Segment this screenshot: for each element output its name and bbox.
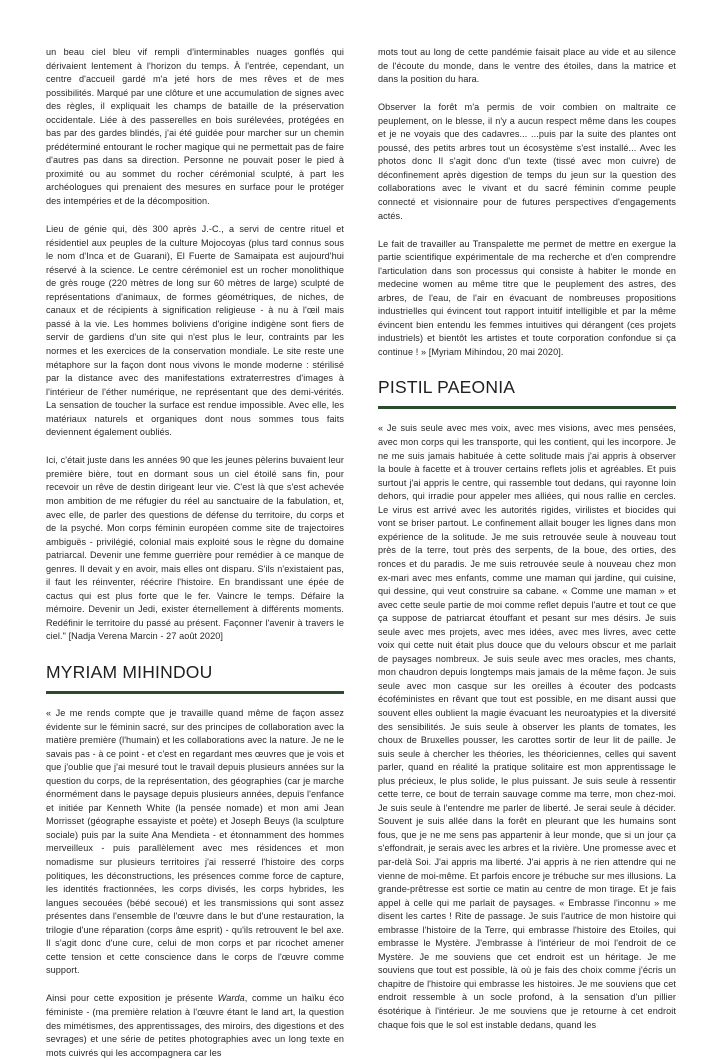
body-paragraph: Lieu de génie qui, dès 300 après J.-C., a servi de centre rituel et résidentiel aux peuples de la culture Mojocoyas (plus tard connus sous le nom d'Inca et de Guarani), El Fuerte de Samaipata est aujourd'hui réservé à la science. Le centre cérémoniel est un rocher monolithique de grès rouge (220 mètres de long sur 60 mètres de large) sculpté de représentations d'animaux, de formes géométriques, de niches, de canaux et de récipients à signification religieuse - à nu à l'œil mais passé à la vie. Les hommes boliviens d'origine indigène sont fiers de servir de gardiens d'un site qui n'est plus le leur, contraints par les normes et les exercices de la conservation mondiale. Le site reste une métaphore sur la façon dont nous vivons le monde moderne : stérilisé par la distance avec des manifestations extraterrestres d'images à l'intérieur de l'éther numérique, ne représentant que des demi-vérités. La sensation de toucher la surface est rendue impossible. Avec elle, les matériaux naturels et organiques dont nous sommes tous faits deviennent également oubliés. bbox=[46, 224, 344, 438]
artwork-title-italic: Warda bbox=[217, 993, 245, 1004]
section-heading-pistil-paeonia: PISTIL PAEONIA bbox=[378, 377, 516, 398]
body-paragraph: Le fait de travailler au Transpalette me permet de mettre en exergue la partie scientifique expérimentale de ma recherche et d'en comprendre l'articulation dans son processus qui consiste à habiter le monde en medecine women au même titre que le peuplement des astres, des arbres, de l'eau, de l'air en évacuant de nombreuses propositions industrielles qui évincent tout rapport intuitif intelligible et par la même évincent bien entendu les femmes intuitives qui dérangent (ces projets industriels) et bientôt les artistes et toute corporation confondue si ça continue ! » [Myriam Mihindou, 20 mai 2020]. bbox=[378, 238, 676, 357]
body-paragraph: mots tout au long de cette pandémie faisait place au vide et au silence de l'écoute du monde, dans le ventre des étoiles, dans la matrice et dans la position du hara. bbox=[378, 47, 676, 85]
section-divider-rule bbox=[378, 406, 676, 409]
paragraph-text-before-italic: Ainsi pour cette exposition je présente bbox=[46, 993, 218, 1004]
body-paragraph: un beau ciel bleu vif rempli d'interminables nuages gonflés qui dérivaient lentement à l'horizon du temps. À l'entrée, cependant, un centre d'accueil gardé m'a jeté hors de mes rêves et de mes possibilités. Marqué par une clôture et une accumulation de signes avec des règles, il expliquait les champs de bataille de la préservation occidentale. Liée à des passerelles en bois surélevées, protégées en bas par des gardes blindés, j'ai été guidée pour marcher sur un chemin prédéterminé entourant le rocher magique qui ne permettait pas de faire d'autres pas dans sa direction. Personne ne pouvait poser le pied à proximité ou au sommet du rocher cérémonial sculpté, à part les archéologues qui prenaient des mesures en surface pour le protéger des intempéries et de la décomposition. bbox=[46, 47, 344, 207]
paragraph-text-after-italic: , comme un haïku éco féministe - (ma première relation à l'œuvre étant le land art, la question des mimétismes, des apprentissages, des miroirs, des digestions et des sevrages) et une série de petites photographies avec un long texte en mots cuivrés qui les accompagnera car les bbox=[46, 993, 344, 1058]
section-heading-myriam-mihindou: MYRIAM MIHINDOU bbox=[46, 661, 213, 682]
left-column bbox=[46, 46, 344, 1060]
body-paragraph: « Je me rends compte que je travaille quand même de façon assez évidente sur le féminin sacré, sur des principes de collaboration avec la matière première (l'humain) et les collaborations avec la nature. Je ne le savais pas - à ce point - et c'est en regardant mes œuvres que je vois et que j'oublie que j'ai mesuré tout le travail depuis plusieurs années sur la question du corps, de la représentation, des géographies (car je marche énormément dans le paysage depuis plusieurs années, depuis l'enfance et initiée par Kenneth White (la pensée nomade) et mon ami Jean Morrisset (géographe essayiste et poète) et Joseph Beuys (la sculpture sociale) puis par la suite Ana Mendieta - et étonnamment des hommes merveilleux - puis parallèlement avec mes résidences et mon nomadisme sur plusieurs territoires j'ai resserré l'histoire des corps politiques, les déconstructions, les présences comme force de capture, les identités fractionnées, les corps divisés, les corps hybrides, les langues secouées (bébé secoué) et les transmissions qui sont assez présentes dans l'ensemble de l'œuvre dans le but d'une restauration, la trilogie d'une réparation (corps âme esprit) - qu'ils retrouvent le bel axe. Il s'agit donc d'une cure, celui de mon corps et par ricochet amener cette tension et cette conscience dans le corps de l'œuvre comme support. bbox=[46, 707, 344, 976]
body-paragraph: Observer la forêt m'a permis de voir combien on maltraite ce peuplement, on le blesse, il n'y a aucun respect même dans les coupes et je ne voyais que des cadavres... ...puis par la suite des plantes ont poussé, des petits arbres tout un écosystème s'est installé... Avec les photos donc Il s'agit donc d'un texte (tissé avec mon cuivre) de déconfinement après digestion de temps du jeun sur la question des collaborations avec le vivant et du sacré féminin comme peuple connecté et visionnaire pour de futures perspectives d'engagements actés. bbox=[378, 102, 676, 221]
body-paragraph: Ici, c'était juste dans les années 90 que les jeunes pèlerins buvaient leur première bière, tout en dormant sous un ciel étoilé sans fin, pour recevoir un rêve de destin dirigeant leur vie. C'est là que s'est achevée mon ambition de me réfugier du réel au sanctuaire de la fabulation, et, avec elle, de parler des questions de défense du territoire, du corps et de la psyché. Mon corps féminin européen comme site de trajectoires ambiguës - privilégié, colonial mais exploité sous le règne du domaine patriarcal. Devenir une femme guerrière pour remédier à ce manque de genres. Il devait y en avoir, mais elles ont disparu. S'ils n'existaient pas, il faut les réinventer, réécrire l'histoire. En brandissant une épée de cactus qui est plus forte que le fer. Vaincre le temps. Défaire la mémoire. Devenir un Jedi, exister éternellement à différents moments. Redéfinir le territoire du passé au présent. Façonner l'avenir à travers le ciel." [Nadja Verena Marcin - 27 août 2020] bbox=[46, 455, 344, 642]
two-column-layout bbox=[46, 46, 684, 1060]
section-divider-rule bbox=[46, 691, 344, 694]
right-column bbox=[378, 46, 676, 1032]
body-paragraph-with-italic bbox=[46, 992, 344, 1060]
body-paragraph: « Je suis seule avec mes voix, avec mes visions, avec mes pensées, avec mon corps qui les transporte, qui les contient, qui les incorpore. Je ne me suis jamais habituée à cette solitude mais j'ai appris à observer la boule à facette et à trouver certains reflets jolis et agréables. Et puis surtout j'ai appris le centre, qui rassemble tout dedans, qui rayonne loin dehors, qui irradie pour appeler mes alliées, qui nous rallie en cercles. Le virus est arrivé avec les autorités rigides, virilistes et biocides qui vont se briser partout. Le confinement allait bouger les lignes dans mon expérience de la solitude. Je me suis retrouvée seule à nouveau tout près de la terre, tout près des serpents, de la boue, des orties, des ronces et du paradis. Je me suis retrouvée seule à nouveau chez mon ex-mari avec mes enfants, comme une maman qui jardine, qui cuisine, qui dessine, qui veut construire sa cabane. « Comme une maman » et avec cette seule partie de moi comme reflet depuis l'autre et tout ce que ça suppose de patriarcat étouffant et pesant sur mes désirs. Je suis seule avec mes projets, avec mes idées, avec mes livres, avec cette voix qui cette nuit était plus douce que du velours obscur et me parlait de paysages nombreux. Je suis seule avec mes oracles, mes chants, mon chaudron depuis longtemps mais jamais de la même façon. Je suis seule avec mon casque sur les oreilles à écouter des podcasts écoféministes en rêvant que tout est possible, en me disant aussi que souvent elles oublient la magie évacuant les neuroatypies et la diversité des sensibilités. Je suis seule à observer les plants de tomates, les choux de Bruxelles pousser, les carottes sortir de leur lit de paille. Je suis seule à chercher les théories, les théoriciennes, celles qui savent parler, quand en réalité la pratique solitaire est mon apprentissage le plus précieux, le plus solide, le plus puissant. Je suis seule à ressentir cette terre, ce bout de terrain sauvage comme ma terre, mon chez-moi. Je suis seule à l'entendre me parler de liberté. Je serai seule à décider. Souvent je suis allée dans la forêt en pleurant que les humains sont fous, que je ne me sens pas appartenir à leur monde, que si un jour ça s'effondrait, je serais avec les arbres et la rivière. Une promesse avec et par-delà Soi. J'ai appris ma liberté. J'ai appris à ne rien attendre qui ne vienne de moi-même. Et parfois encore je trébuche sur mes illusions. La grande-prêtresse est sortie ce matin au centre de mon tirage. Et je fais appel à celle qui me parlait de paysages. « Embrasse l'inconnu » me disent les cartes ! Rite de passage. Je suis l'autrice de mon histoire qui embrasse l'histoire de la Terre, qui embrasse l'histoire des Etoiles, qui embrasse le Mystère. J'embrasse à l'intérieur de moi l'endroit de ce Mystère. Je me souviens que cet endroit est un héritage. Je me souviens que tout est possible, là où je fais des choix comme j'écris un chapitre de l'histoire qui embrasse les histoires. Je me souviens que cet endroit ressemble à un socle profond, à la sensation d'un pillier ésotérique à l'intérieur. Je me souviens que je retourne à cet endroit chaque fois que le sol est instable dedans, quand les bbox=[378, 423, 676, 1030]
